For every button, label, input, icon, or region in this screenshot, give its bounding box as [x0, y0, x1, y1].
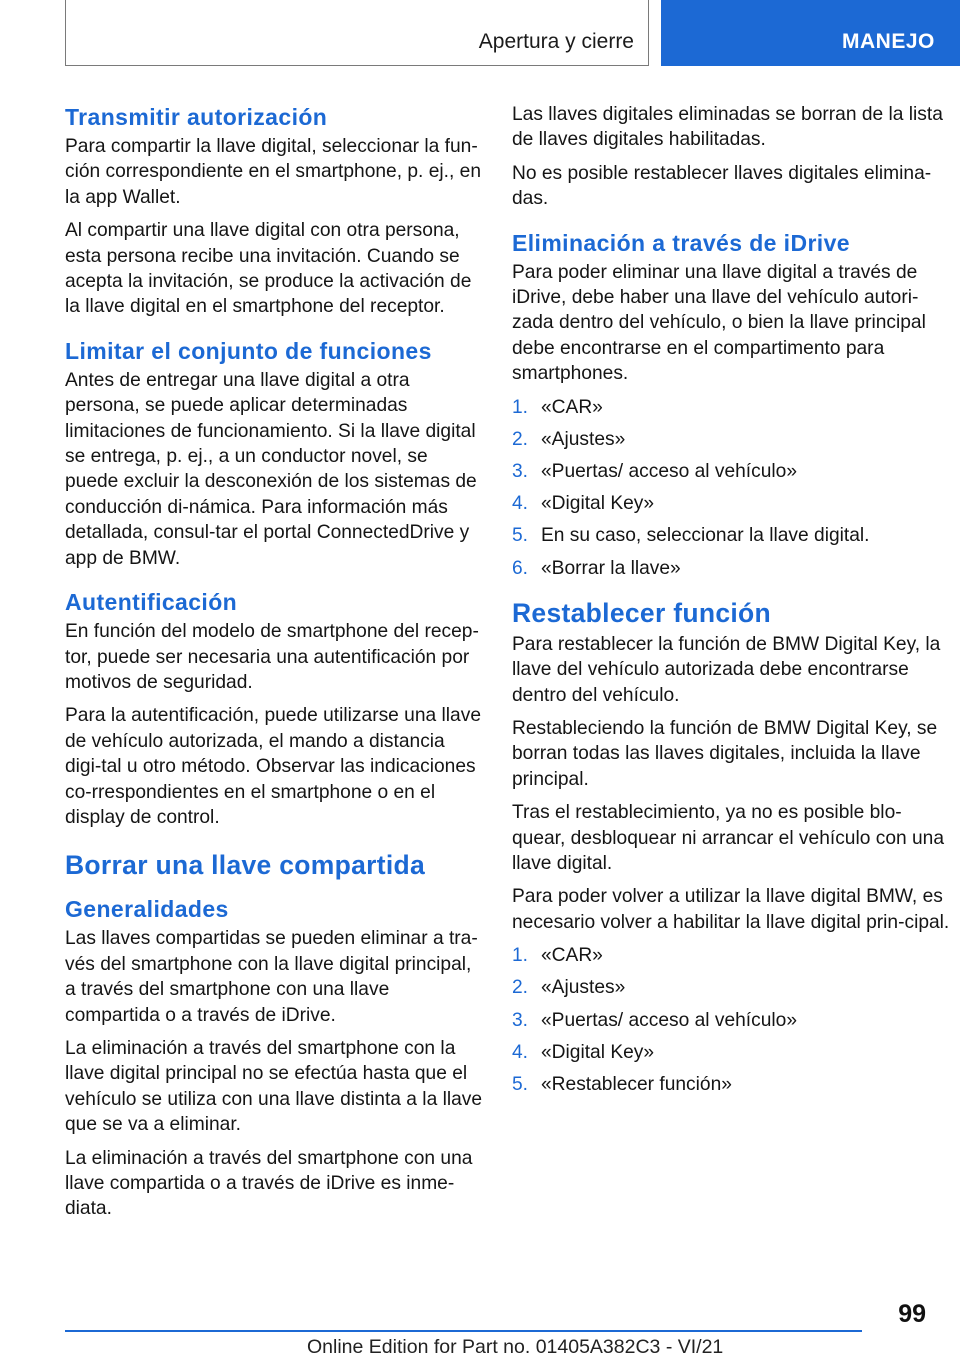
step-text: «Digital Key»: [541, 1041, 655, 1063]
list-item: [512, 491, 952, 523]
heading-reset-function: Restablecer función: [512, 597, 771, 628]
step-text: «Puertas/ acceso al vehículo»: [541, 461, 797, 483]
paragraph: Antes de entregar una llave digital a otra persona, se puede aplicar determinadas limitaciones de funcionamiento. Si la llave digital se entrega, p. ej., a un conductor novel, se puede excluir la desconexión de los sistemas de conducción di-námica. Para información más detallada, consul-tar el portal ConnectedDrive y app de BMW.: [65, 369, 477, 569]
step-number: 4.: [512, 493, 529, 515]
step-text: «Digital Key»: [541, 493, 655, 515]
paragraph: Para poder volver a utilizar la llave digital BMW, es necesario volver a habilitar la llave digital prin-cipal.: [512, 886, 950, 933]
step-number: 6.: [512, 557, 529, 579]
section-header-tab: [65, 0, 649, 66]
step-number: 3.: [512, 1009, 529, 1031]
list-item: [512, 556, 952, 588]
step-text: «Ajustes»: [541, 977, 626, 999]
heading-delete-via-idrive: Eliminación a través de iDrive: [512, 229, 850, 256]
right-column: [512, 102, 952, 1110]
step-text: «Puertas/ acceso al vehículo»: [541, 1009, 797, 1031]
paragraph: Para poder eliminar una llave digital a través de iDrive, debe haber una llave del vehículo autori-zada dentro del vehículo, o bien la llave principal debe encontrarse en el compartimento para smartphones.: [512, 261, 926, 385]
heading-general: Generalidades: [65, 896, 229, 923]
paragraph: Las llaves compartidas se pueden eliminar a tra-vés del smartphone con la llave digital principal, a través del smartphone con una llave compartida o a través de iDrive.: [65, 928, 478, 1026]
reset-steps-list: [512, 943, 952, 1104]
step-number: 5.: [512, 525, 529, 547]
left-column: [65, 102, 483, 1230]
list-item: [512, 1072, 952, 1104]
step-text: «Ajustes»: [541, 428, 626, 450]
heading-limit-functions: Limitar el conjunto de funciones: [65, 337, 432, 364]
list-item: [512, 1040, 952, 1072]
page-number: 99: [898, 1300, 926, 1328]
step-text: «CAR»: [541, 396, 603, 418]
list-item: [512, 975, 952, 1007]
list-item: [512, 943, 952, 975]
paragraph: Restableciendo la función de BMW Digital Key, se borran todas las llaves digitales, incluida la llave principal.: [512, 718, 938, 790]
footer-edition-text: Online Edition for Part no. 01405A382C3 - VI/21: [307, 1336, 724, 1358]
paragraph: La eliminación a través del smartphone con la llave digital principal no se efectúa hasta que el vehículo se utiliza con una llave distinta a la llave que se va a eliminar.: [65, 1037, 483, 1136]
heading-transmit-authorization: Transmitir autorización: [65, 104, 328, 130]
paragraph: Para restablecer la función de BMW Digital Key, la llave del vehículo autorizada debe encontrarse dentro del vehículo.: [512, 633, 941, 706]
list-item: [512, 1008, 952, 1040]
step-number: 1.: [512, 945, 529, 967]
chapter-tab[interactable]: [661, 0, 960, 66]
list-item: [512, 523, 952, 555]
chapter-title: MANEJO: [842, 30, 935, 53]
step-number: 4.: [512, 1041, 529, 1063]
step-text: «Borrar la llave»: [541, 557, 681, 579]
step-text: En su caso, seleccionar la llave digital.: [541, 525, 870, 547]
step-text: «CAR»: [541, 945, 603, 967]
paragraph: Para la autentificación, puede utilizarse una llave de vehículo autorizada, el mando a distancia digi-tal u otro método. Observar las indicaciones co-rrespondientes en el smartphone o en el display de control.: [65, 705, 481, 828]
idrive-steps-list: [512, 395, 952, 588]
paragraph: En función del modelo de smartphone del recep-tor, puede ser necesaria una autentificación por motivos de seguridad.: [65, 621, 479, 693]
section-title: Apertura y cierre: [478, 30, 634, 53]
paragraph: Tras el restablecimiento, ya no es posible blo-quear, desbloquear ni arrancar el vehículo con una llave digital.: [512, 802, 945, 875]
step-number: 1.: [512, 396, 529, 418]
heading-authentication: Autentificación: [65, 589, 238, 616]
list-item: [512, 427, 952, 459]
paragraph: Al compartir una llave digital con otra persona, esta persona recibe una invitación. Cuando se acepta la invitación, se produce la activación de la llave digital en el smartphone del receptor.: [65, 220, 472, 318]
step-number: 3.: [512, 461, 529, 483]
paragraph: Para compartir la llave digital, seleccionar la fun-ción correspondiente en el smartphone, p. ej., en la app Wallet.: [65, 136, 481, 208]
step-number: 5.: [512, 1074, 529, 1095]
step-number: 2.: [512, 428, 529, 450]
list-item: [512, 459, 952, 491]
footer-divider: [65, 1330, 862, 1332]
paragraph: Las llaves digitales eliminadas se borran de la lista de llaves digitales habilitadas.: [512, 104, 943, 151]
step-text: «Restablecer función»: [541, 1074, 732, 1095]
paragraph: La eliminación a través del smartphone con una llave compartida o a través de iDrive es inme-diata.: [65, 1147, 473, 1220]
paragraph: No es posible restablecer llaves digitales elimina-das.: [512, 162, 932, 210]
step-number: 2.: [512, 977, 529, 999]
list-item: [512, 395, 952, 427]
heading-delete-shared-key: Borrar una llave compartida: [65, 850, 426, 881]
